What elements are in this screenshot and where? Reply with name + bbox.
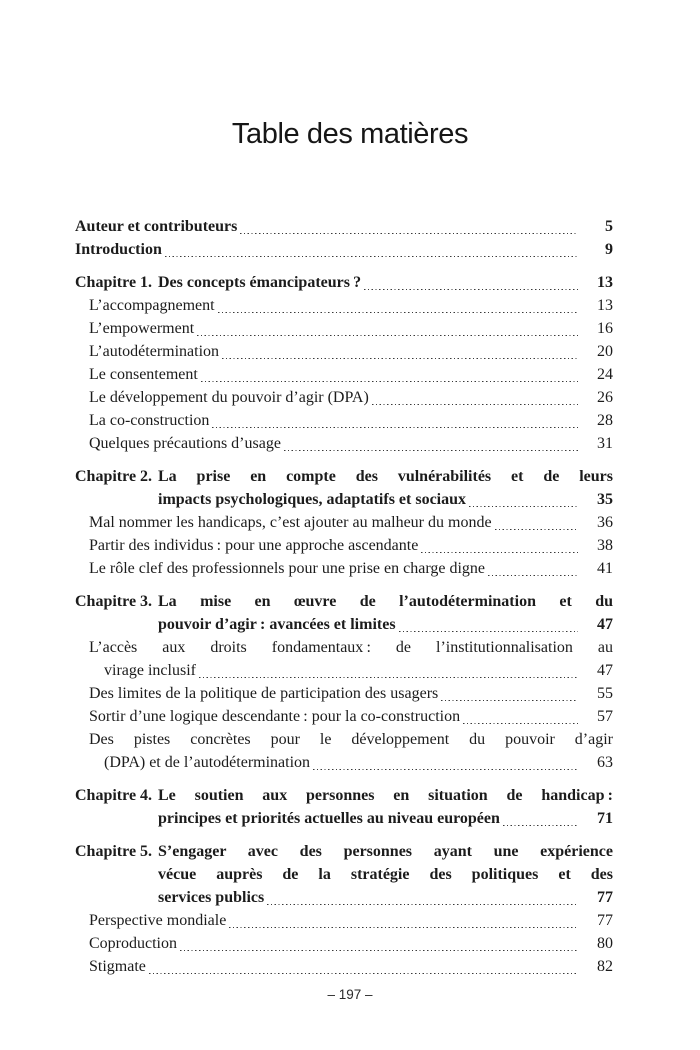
chapter-title-line: pouvoir d’agir : avancées et limites [158,616,396,633]
item-text: L’accompagnement [89,297,215,314]
page-number: 20 [597,343,613,360]
toc-item [89,682,613,705]
page-number: 13 [597,274,613,291]
page-number: 38 [597,537,613,554]
page-number: 80 [597,935,613,952]
page-number: 41 [597,560,613,577]
dot-leader [421,551,578,553]
page-number: 13 [597,297,613,314]
item-text: Sortir d’une logique descendante : pour la co-construction [89,708,461,725]
page-number: 5 [605,218,613,235]
page-number: 47 [597,662,613,679]
chapter-title-line: services publics [158,889,265,906]
item-text: Le rôle clef des professionnels pour une prise en charge digne [89,560,486,577]
toc-item [89,294,613,317]
page-number: 31 [597,435,613,452]
dot-leader [284,449,578,451]
page-number: 55 [597,685,613,702]
dot-leader [149,972,578,974]
toc-item [89,955,613,978]
dot-leader [503,824,578,826]
item-text: Mal nommer les handicaps, c’est ajouter au malheur du monde [89,514,492,531]
dot-leader [469,505,578,507]
chapter-label: Chapitre 1. [75,274,153,291]
toc-chapter [75,590,613,774]
page-number: 47 [597,616,613,633]
chapter-title-line: vécue auprès de la stratégie des politiques et des [158,866,613,883]
item-text: Des pistes concrètes pour le développement du pouvoir d’agir [89,731,613,748]
dot-leader [197,334,578,336]
item-text: L’autodétermination [89,343,220,360]
chapter-title-line: Des concepts émancipateurs ? [158,274,362,291]
chapter-title-line: impacts psychologiques, adaptatifs et sociaux [158,491,467,508]
item-text: Stigmate [89,958,146,975]
dot-leader [488,574,578,576]
page-number: 77 [597,889,613,906]
item-text: Partir des individus : pour une approche ascendante [89,537,419,554]
chapter-entry [75,271,613,294]
entry-label: Introduction [75,241,162,258]
page-number: 71 [597,810,613,827]
toc-item [89,409,613,432]
toc-entry [75,215,613,238]
chapter-title-line: S’engager avec des personnes ayant une expérience [158,843,613,860]
dot-leader [201,380,578,382]
dot-leader [463,722,578,724]
dot-leader [199,676,578,678]
dot-leader [495,528,578,530]
page-number: 26 [597,389,613,406]
toc-item [89,386,613,409]
toc-item [89,432,613,455]
page-number: 28 [597,412,613,429]
chapter-title-line: La mise en œuvre de l’autodétermination et du [158,593,613,610]
chapter-title-line: La prise en compte des vulnérabilités et de leurs [158,468,613,485]
toc-entry [75,238,613,261]
page-number: 82 [597,958,613,975]
chapter-label: Chapitre 5. [75,843,153,860]
chapter-label: Chapitre 2. [75,468,153,485]
chapter-title-line: Le soutien aux personnes en situation de handicap : [158,787,613,804]
page-title: Table des matières [231,118,469,150]
dot-leader [267,903,578,905]
dot-leader [364,288,578,290]
toc-item [89,534,613,557]
chapter-label: Chapitre 3. [75,593,153,610]
dot-leader [180,949,578,951]
toc-item [89,363,613,386]
item-text: Des limites de la politique de participation des usagers [89,685,439,702]
page-number: 35 [597,491,613,508]
dot-leader [222,357,578,359]
page-number: 77 [597,912,613,929]
item-text: virage inclusif [104,662,196,679]
dot-leader [372,403,578,405]
toc-item [89,340,613,363]
folio-page-number: – 197 – [327,987,373,1002]
item-text: L’accès aux droits fondamentaux : de l’institutionnalisation au [89,639,613,656]
toc-item [89,728,613,774]
page-number: 9 [605,241,613,258]
page-number: 63 [597,754,613,771]
page-number: 36 [597,514,613,531]
item-text: Quelques précautions d’usage [89,435,281,452]
item-text: Perspective mondiale [89,912,227,929]
table-of-contents [75,215,613,978]
item-text: L’empowerment [89,320,195,337]
toc-chapter [75,784,613,830]
toc-chapter [75,465,613,580]
entry-label: Auteur et contributeurs [75,218,238,235]
toc-item [89,909,613,932]
dot-leader [212,426,578,428]
chapter-label: Chapitre 4. [75,787,153,804]
dot-leader [218,311,578,313]
toc-item [89,705,613,728]
item-text: Coproduction [89,935,177,952]
page-number: 16 [597,320,613,337]
toc-item [89,932,613,955]
toc-item [89,511,613,534]
dot-leader [165,255,578,257]
item-text: (DPA) et de l’autodétermination [104,754,311,771]
dot-leader [240,232,578,234]
chapter-entry [75,465,613,511]
chapter-entry [75,840,613,909]
chapter-entry [75,784,613,830]
item-text: La co-construction [89,412,210,429]
page-number: 57 [597,708,613,725]
chapter-entry [75,590,613,636]
dot-leader [441,699,578,701]
chapter-title-line: principes et priorités actuelles au niveau européen [158,810,500,827]
toc-item [89,557,613,580]
toc-item [89,636,613,682]
toc-chapter [75,840,613,978]
dot-leader [313,768,578,770]
item-text: Le développement du pouvoir d’agir (DPA) [89,389,369,406]
dot-leader [399,630,578,632]
page-number: 24 [597,366,613,383]
toc-chapter [75,271,613,455]
toc-item [89,317,613,340]
item-text: Le consentement [89,366,198,383]
dot-leader [229,926,578,928]
